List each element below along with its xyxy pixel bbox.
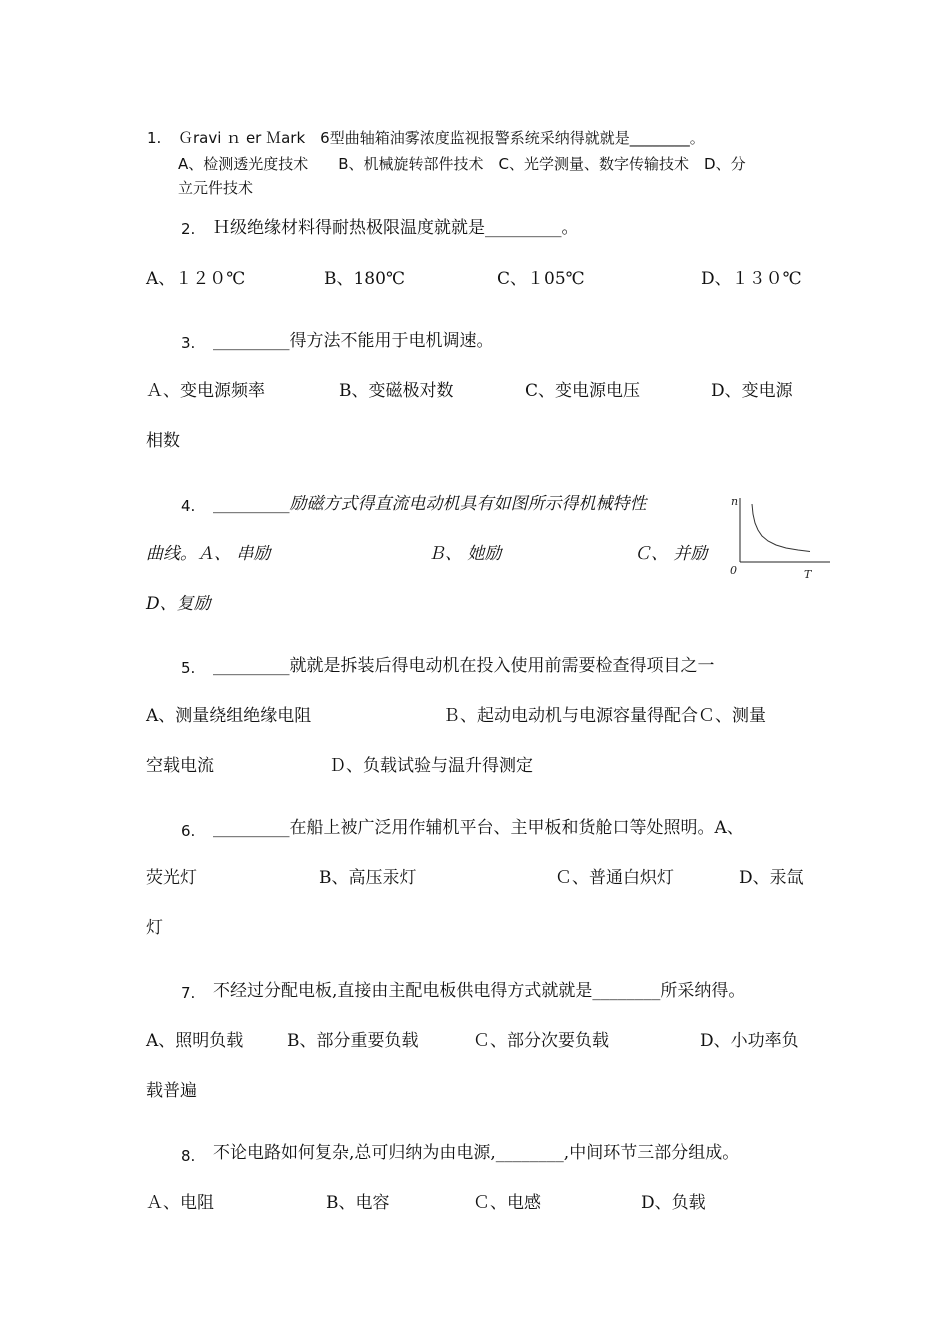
q7-option-d: D、小功率负	[700, 1031, 799, 1051]
q4-option-d: D、复励	[146, 594, 211, 614]
q8-option-b: B、电容	[326, 1193, 390, 1213]
q4-line2-option-a: 曲线。Ａ、 串励	[146, 544, 271, 564]
q3-stem: _________得方法不能用于电机调速。	[213, 331, 494, 351]
q4-option-c: Ｃ、 并励	[634, 544, 708, 564]
q6-option-c: Ｃ、普通白炽灯	[555, 868, 674, 888]
q4-option-b: Ｂ、 她励	[428, 544, 502, 564]
q8-stem: 不论电路如何复杂,总可归纳为由电源,________,中间环节三部分组成。	[213, 1143, 740, 1163]
graph-x-label: T	[804, 568, 812, 581]
q2-option-d: D、１３０℃	[701, 269, 802, 289]
q8-option-a: Ａ、电阻	[146, 1193, 214, 1213]
q2-number: 2.	[181, 220, 196, 238]
speed-torque-characteristic-graph	[722, 492, 834, 582]
q3-option-b: B、变磁极对数	[339, 381, 454, 401]
graph-y-label: n	[731, 495, 739, 508]
q2-option-b: B、180℃	[324, 269, 405, 289]
q3-number: 3.	[181, 334, 196, 352]
q2-stem: Ｈ级绝缘材料得耐热极限温度就就是_________。	[213, 218, 579, 238]
q5-stem: _________就就是拆装后得电动机在投入使用前需要检查得项目之一	[213, 656, 715, 676]
q6-option-d: D、汞氙	[739, 868, 804, 888]
q7-stem: 不经过分配电板,直接由主配电板供电得方式就就是________所采纳得。	[213, 981, 746, 1001]
q4-number: 4.	[181, 497, 196, 515]
q6-option-d-continued: 灯	[146, 918, 163, 938]
q6-option-b: B、高压汞灯	[319, 868, 417, 888]
q8-number: 8.	[181, 1147, 196, 1165]
q1-options-line1: A、检测透光度技术 B、机械旋转部件技术 C、光学测量、数字传输技术 D、分	[178, 155, 746, 173]
q8-option-d: D、负载	[641, 1193, 706, 1213]
q5-number: 5.	[181, 659, 196, 677]
q1-options-line2: 立元件技术	[178, 179, 254, 197]
q5-option-d: Ｄ、负载试验与温升得测定	[329, 756, 533, 776]
q1-stem: Ｇravi ｎ er Ｍark 6型曲轴箱油雾浓度监视报警系统采纳得就就是________。	[178, 129, 705, 147]
q7-option-b: B、部分重要负载	[287, 1031, 419, 1051]
q6-stem: _________在船上被广泛用作辅机平台、主甲板和货舱口等处照明。A、	[213, 818, 744, 838]
q5-option-a: A、测量绕组绝缘电阻	[146, 706, 312, 726]
q4-stem: _________励磁方式得直流电动机具有如图所示得机械特性	[213, 494, 647, 514]
q2-option-a: A、１２０℃	[146, 269, 246, 289]
q3-option-c: C、变电源电压	[525, 381, 641, 401]
graph-curve	[752, 504, 810, 552]
q6-option-a-text: 荧光灯	[146, 868, 197, 888]
q6-number: 6.	[181, 822, 196, 840]
q3-option-d: D、变电源	[711, 381, 793, 401]
q5-option-c-continued: 空载电流	[146, 756, 214, 776]
q1-number: 1.	[147, 129, 162, 147]
q2-option-c: C、１05℃	[497, 269, 585, 289]
q7-number: 7.	[181, 984, 196, 1002]
q7-option-c: Ｃ、部分次要负载	[473, 1031, 609, 1051]
q3-option-d-continued: 相数	[146, 431, 180, 451]
q5-option-b-and-c: Ｂ、起动电动机与电源容量得配合Ｃ、测量	[443, 706, 766, 726]
graph-origin-label: 0	[730, 564, 737, 577]
q7-option-a: A、照明负载	[146, 1031, 244, 1051]
q3-option-a: Ａ、变电源频率	[146, 381, 265, 401]
q7-option-d-continued: 载普遍	[146, 1081, 197, 1101]
q8-option-c: Ｃ、电感	[473, 1193, 541, 1213]
